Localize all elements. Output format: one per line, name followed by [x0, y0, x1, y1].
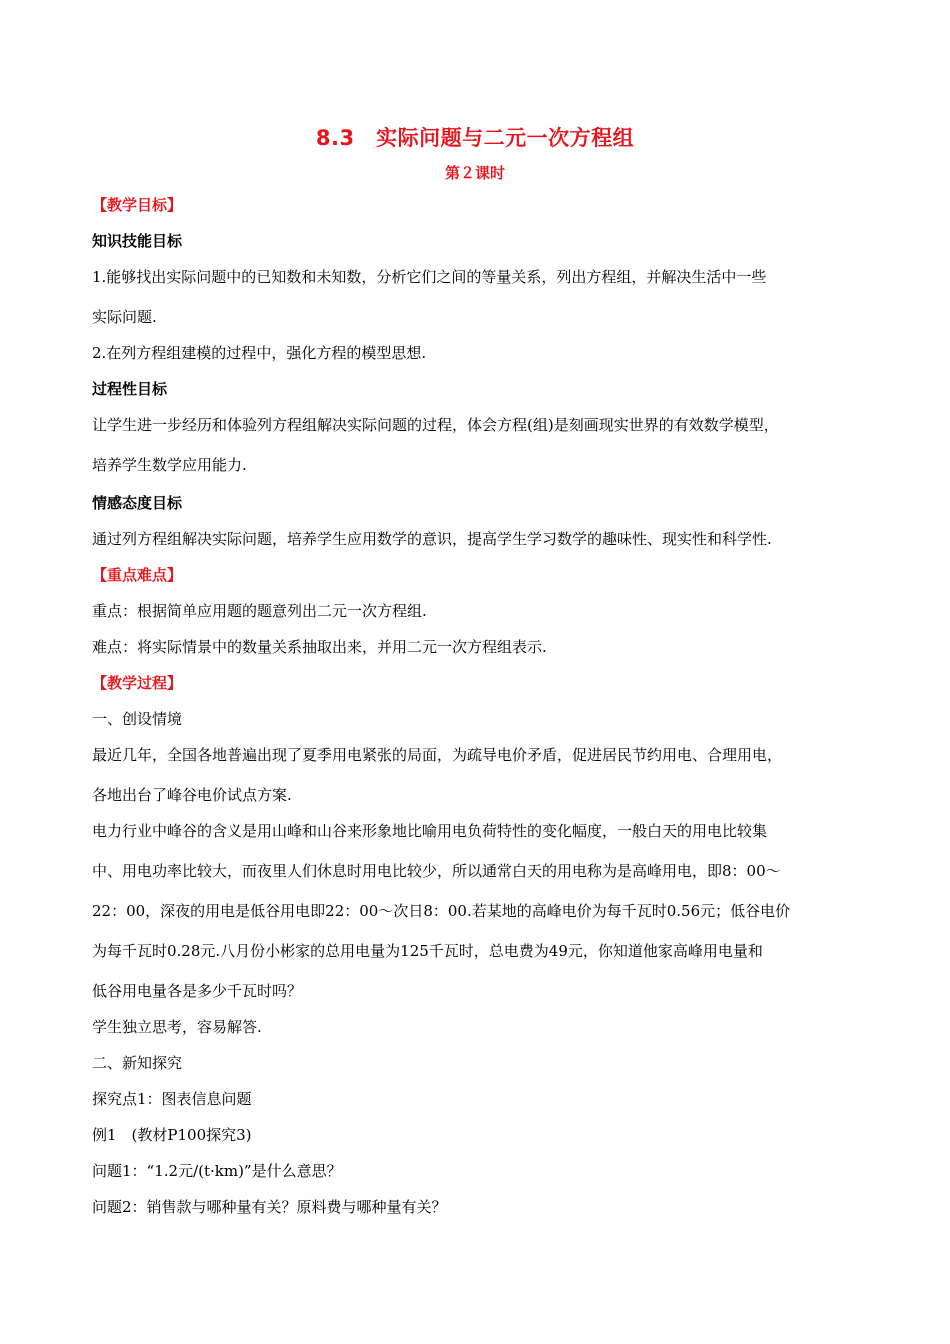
goals-heading: 【教学目标】	[92, 196, 183, 214]
process-goal-heading: 过程性目标	[92, 380, 168, 398]
page-subtitle: 第２课时	[444, 164, 505, 182]
attitude-text: 通过列方程组解决实际问题，培养学生应用数学的意识，提高学生学习数学的趣味性、现实性和科学性.	[92, 530, 772, 548]
part-2-heading: 二、新知探究	[92, 1054, 183, 1072]
difficult-point: 难点：将实际情景中的数量关系抽取出来，并用二元一次方程组表示.	[92, 638, 547, 656]
process-goal-line-1: 让学生进一步经历和体验列方程组解决实际问题的过程，体会方程(组)是刻画现实世界的有效数学模型，	[92, 416, 779, 434]
teaching-process-heading: 【教学过程】	[92, 674, 183, 692]
part-1-heading: 一、创设情境	[92, 710, 183, 728]
paragraph-2-line-5: 低谷用电量各是多少千瓦时吗？	[92, 982, 303, 1000]
question-1: 问题1：“1.2元/(t·km)”是什么意思？	[92, 1162, 342, 1180]
key-difficult-heading: 【重点难点】	[92, 566, 183, 584]
paragraph-1-line-2: 各地出台了峰谷电价试点方案.	[92, 786, 292, 804]
paragraph-3: 学生独立思考，容易解答.	[92, 1018, 262, 1036]
knowledge-item-2: 2.在列方程组建模的过程中，强化方程的模型思想.	[92, 344, 427, 362]
paragraph-1-line-1: 最近几年，全国各地普遍出现了夏季用电紧张的局面，为疏导电价矛盾，促进居民节约用电、合理用电，	[92, 746, 783, 764]
example-1: 例1 (教材P100探究3)	[92, 1126, 252, 1144]
paragraph-2-line-2: 中、用电功率比较大，而夜里人们休息时用电比较少，所以通常白天的用电称为是高峰用电，即8：00～	[92, 862, 781, 880]
page-title: 8.3 实际问题与二元一次方程组	[315, 126, 635, 150]
paragraph-2-line-3: 22：00，深夜的用电是低谷用电即22：00～次日8：00.若某地的高峰电价为每千瓦时0.56元；低谷电价	[92, 902, 791, 920]
process-goal-line-2: 培养学生数学应用能力.	[92, 456, 247, 474]
paragraph-2-line-4: 为每千瓦时0.28元.八月份小彬家的总用电量为125千瓦时，总电费为49元，你知道他家高峰用电量和	[92, 942, 763, 960]
knowledge-item-1-line-1: 1.能够找出实际问题中的已知数和未知数，分析它们之间的等量关系，列出方程组，并解决生活中一些	[92, 268, 767, 286]
knowledge-heading: 知识技能目标	[92, 232, 183, 250]
knowledge-item-1-line-2: 实际问题.	[92, 308, 157, 326]
paragraph-2-line-1: 电力行业中峰谷的含义是用山峰和山谷来形象地比喻用电负荷特性的变化幅度，一般白天的用电比较集	[92, 822, 768, 840]
key-point: 重点：根据简单应用题的题意列出二元一次方程组.	[92, 602, 427, 620]
question-2: 问题2：销售款与哪种量有关？原料费与哪种量有关？	[92, 1198, 447, 1216]
explore-point-1: 探究点1：图表信息问题	[92, 1090, 252, 1108]
attitude-heading: 情感态度目标	[92, 494, 183, 512]
